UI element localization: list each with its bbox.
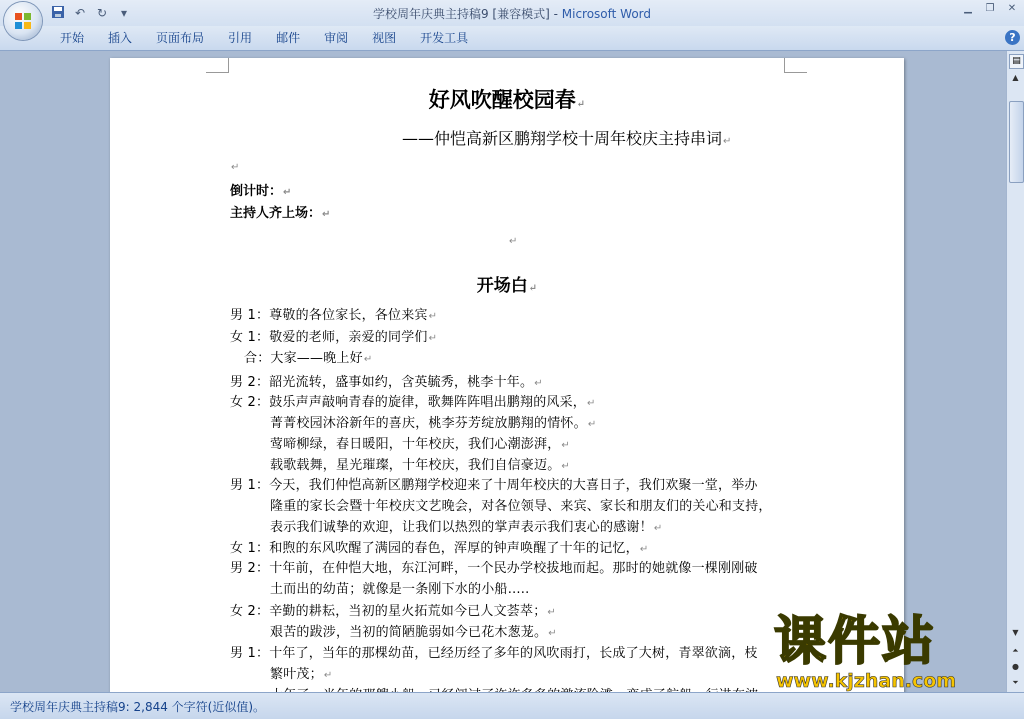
word-count-status[interactable]: 学校周年庆典主持稿9: 2,844 个字符(近似值)。 [10, 700, 266, 714]
script-line: 合：大家——晚上好↵ [244, 351, 373, 366]
ribbon [0, 26, 1024, 51]
document-title: 好风吹醒校园春↵ [428, 87, 586, 112]
watermark-url: www.kjzhan.com [776, 670, 957, 692]
tab-insert[interactable]: 插入 [108, 31, 133, 45]
next-page-icon[interactable]: ⏷ [1012, 678, 1019, 687]
document-workspace [0, 51, 1006, 692]
ribbon-tabs [48, 26, 480, 50]
tab-mailings[interactable]: 邮件 [276, 31, 301, 45]
paragraph-mark: ↵ [509, 236, 518, 247]
watermark [768, 612, 1024, 692]
tab-references[interactable]: 引用 [228, 31, 253, 45]
window-title [0, 5, 1024, 22]
office-button[interactable] [4, 2, 42, 40]
script-line: 男 1：尊敬的各位家长，各位来宾↵ [230, 308, 438, 323]
script-line: 男 1：今天，我们仲恺高新区鹏翔学校迎来了十周年校庆的大喜日子，我们欢聚一堂，举办 [230, 478, 758, 493]
margin-corner-right [784, 58, 807, 73]
tab-home[interactable]: 开始 [60, 31, 85, 45]
minimize-icon[interactable]: ▁ [964, 3, 972, 14]
script-line: 男 1：十年了，当年的那棵幼苗，已经历经了多年的风吹雨打，长成了大树，青翠欲滴，枝 [230, 646, 758, 661]
status-bar [0, 692, 1024, 719]
title-bar [0, 0, 1024, 26]
tab-review[interactable]: 审阅 [324, 31, 349, 45]
scroll-up-icon[interactable]: ▲ [1012, 73, 1019, 82]
script-line: 女 2：辛勤的耕耘，当初的星火拓荒如今已人文荟萃；↵ [230, 604, 556, 619]
script-line: 繁叶茂；↵ [270, 667, 333, 682]
script-line: 表示我们诚挚的欢迎，让我们以热烈的掌声表示我们衷心的感谢！↵ [270, 520, 663, 535]
countdown-label: 倒计时：↵ [230, 184, 292, 199]
script-line: 女 1：和煦的东风吹醒了满园的春色，浑厚的钟声唤醒了十年的记忆，↵ [230, 541, 649, 556]
script-line: 艰苦的跋涉，当初的简陋脆弱如今已花木葱茏。↵ [270, 625, 557, 640]
script-line: 载歌载舞，星光璀璨，十年校庆，我们自信豪迈。↵ [270, 458, 570, 473]
script-line: 男 2：十年前，在仲恺大地，东江河畔，一个民办学校拔地而起。那时的她就像一棵刚刚破 [230, 561, 758, 576]
script-line: 女 1：敬爱的老师，亲爱的同学们↵ [230, 330, 438, 345]
document-subtitle: ——仲恺高新区鹏翔学校十周年校庆主持串词↵ [402, 129, 732, 148]
script-line: 土而出的幼苗；就像是一条刚下水的小船….. [270, 582, 530, 597]
script-line: 男 2：韶光流转，盛事如约，含英毓秀，桃李十年。↵ [230, 375, 543, 390]
restore-icon[interactable]: ❐ [985, 3, 995, 14]
redo-icon[interactable]: ↻ [96, 6, 108, 20]
window-title-doc: 学校周年庆典主持稿9 [兼容模式] - [372, 7, 562, 21]
select-browse-object-icon[interactable]: ● [1012, 662, 1019, 671]
hosts-enter-label: 主持人齐上场：↵ [230, 206, 331, 221]
script-line: 隆重的家长会暨十年校庆文艺晚会，对各位领导、来宾、家长和朋友们的关心和支持， [270, 499, 772, 514]
section-title: 开场白↵ [476, 276, 538, 296]
paragraph-mark: ↵ [231, 162, 240, 173]
scroll-down-icon[interactable]: ▼ [1012, 628, 1019, 637]
margin-corner-left [206, 58, 229, 73]
window-controls [960, 2, 1020, 16]
script-line: 菁菁校园沐浴新年的喜庆，桃李芬芳绽放鹏翔的情怀。↵ [270, 416, 597, 431]
scrollbar-thumb[interactable] [1009, 101, 1024, 183]
tab-developer[interactable]: 开发工具 [420, 31, 469, 45]
office-logo-icon [14, 12, 32, 30]
window-title-app: Microsoft Word [561, 7, 652, 21]
undo-icon[interactable]: ↶ [74, 6, 86, 20]
close-icon[interactable]: ✕ [1007, 3, 1017, 14]
help-icon[interactable]: ? [1005, 30, 1020, 45]
view-ruler-icon[interactable]: ▤ [1009, 54, 1024, 69]
customize-icon[interactable]: ▾ [120, 6, 128, 20]
watermark-logo: 课件站 [774, 612, 937, 672]
tab-page-layout[interactable]: 页面布局 [156, 31, 205, 45]
vertical-scrollbar[interactable] [1006, 51, 1024, 692]
previous-page-icon[interactable]: ⏶ [1012, 646, 1019, 655]
script-line: 莺啼柳绿，春日暖阳，十年校庆，我们心潮澎湃，↵ [270, 437, 570, 452]
script-line: 女 2：鼓乐声声敲响青春的旋律，歌舞阵阵唱出鹏翔的风采，↵ [230, 395, 596, 410]
tab-view[interactable]: 视图 [372, 31, 397, 45]
